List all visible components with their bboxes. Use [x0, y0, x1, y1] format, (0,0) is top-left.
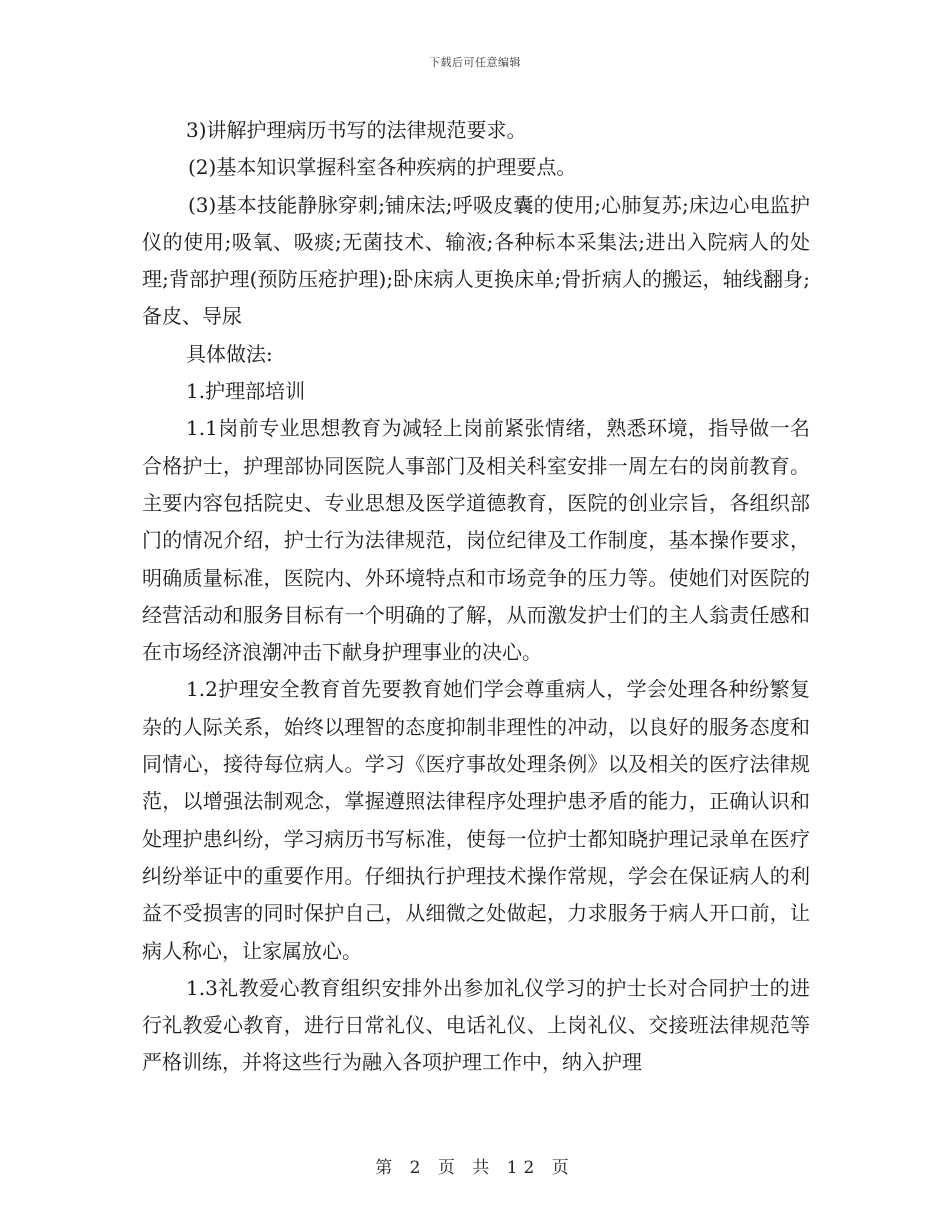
paragraph-legal-requirements: 3)讲解护理病历书写的法律规范要求。: [186, 118, 527, 142]
page-header-note: 下载后可任意编辑: [429, 56, 521, 69]
document-body: [142, 112, 810, 1082]
paragraph-safety-education: 1.2护理安全教育首先要教育她们学会尊重病人，学会处理各种纷繁复杂的人际关系，始终以理智的态度抑制非理性的冲动，以良好的服务态度和同情心，接待每位病人。学习《医疗事故处理条例》以及相关的医疗法律规范，以增强法制观念，掌握遵照法律程序处理护患矛盾的能力，正确认识和处理护患纠纷，学习病历书写标准，使每一位护士都知晓护理记录单在医疗纠纷举证中的重要作用。仔细执行护理技术操作常规，学会在保证病人的利益不受损害的同时保护自己，从细微之处做起，力求服务于病人开口前，让病人称心，让家属放心。: [142, 677, 810, 963]
page-number-footer: 第 2 页 共 12 页: [375, 1158, 575, 1178]
section-heading-nursing-training: 1.护理部培训: [186, 379, 306, 404]
paragraph-basic-knowledge: (2)基本知识掌握科室各种疾病的护理要点。: [188, 155, 577, 180]
paragraph-methods-heading: 具体做法:: [186, 341, 273, 366]
paragraph-basic-skills: (3)基本技能静脉穿刺;铺床法;呼吸皮囊的使用;心肺复苏;床边心电监护仪的使用;吸氧、吸痰;无菌技术、输液;各种标本采集法;进出入院病人的处理;背部护理(预防压疮护理);卧床病人更换床单;骨折病人的搬运，轴线翻身;备皮、导尿: [142, 192, 810, 329]
paragraph-pre-job-education: 1.1岗前专业思想教育为减轻上岗前紧张情绪，熟悉环境，指导做一名合格护士，护理部协同医院人事部门及相关科室安排一周左右的岗前教育。主要内容包括院史、专业思想及医学道德教育，医院的创业宗旨，各组织部门的情况介绍，护士行为法律规范，岗位纪律及工作制度，基本操作要求，明确质量标准，医院内、外环境特点和市场竞争的压力等。使她们对医院的经营活动和服务目标有一个明确的了解，从而激发护士们的主人翁责任感和在市场经济浪潮冲击下献身护理事业的决心。: [142, 416, 810, 665]
paragraph-etiquette-education: 1.3礼教爱心教育组织安排外出参加礼仪学习的护士长对合同护士的进行礼教爱心教育，进行日常礼仪、电话礼仪、上岗礼仪、交接班法律规范等严格训练，并将这些行为融入各项护理工作中，纳入护理: [142, 975, 810, 1075]
